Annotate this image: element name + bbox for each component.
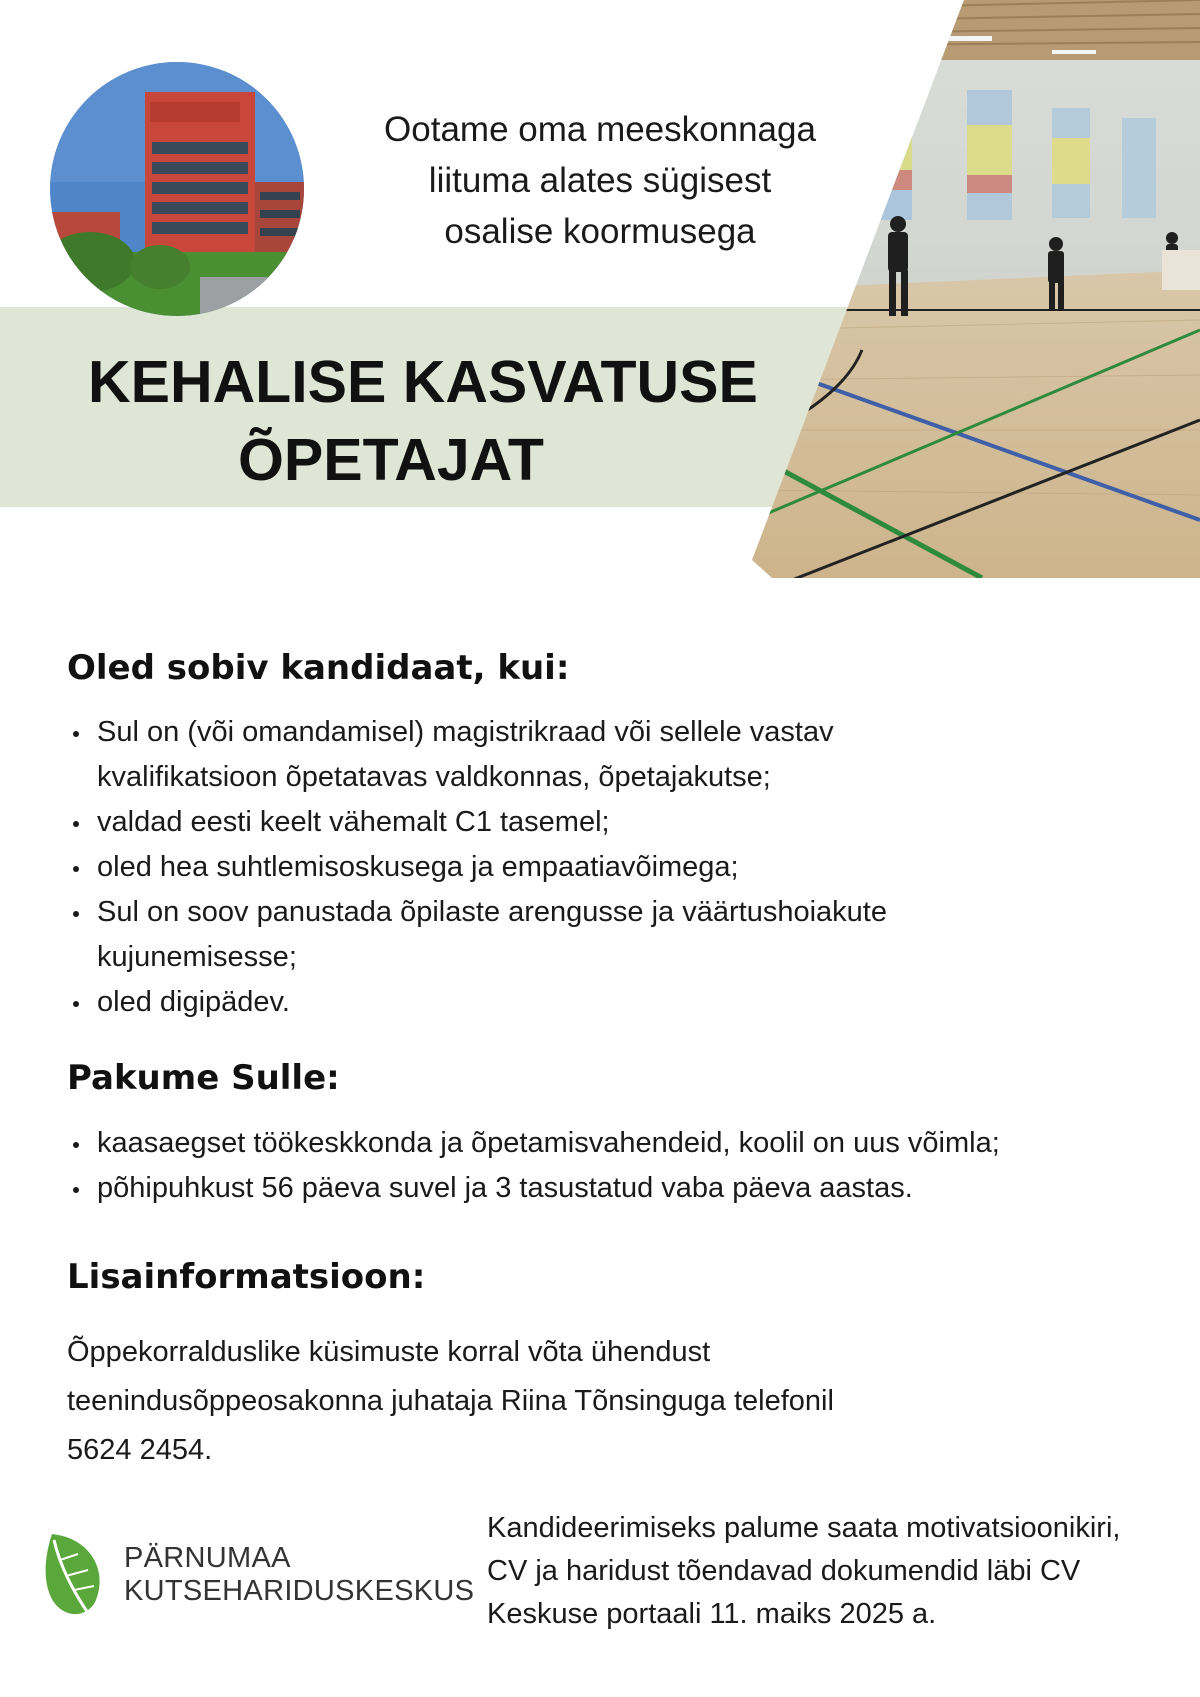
info-line: 5624 2454. — [67, 1434, 213, 1466]
list-item-line: kujunemisesse; — [97, 941, 297, 973]
apply-line: Keskuse portaali 11. maiks 2025 a. — [487, 1598, 937, 1630]
intro-line: liituma alates sügisest — [428, 161, 772, 200]
list-item-line: valdad eesti keelt vähemalt C1 tasemel; — [97, 806, 610, 838]
list-item: kaasaegset töökeskkonda ja õpetamisvahendeid, koolil on uus võimla; — [67, 1121, 1177, 1166]
apply-line: CV ja haridust tõendavad dokumendid läbi CV — [487, 1555, 1081, 1587]
list-item — [67, 845, 1167, 890]
info-line: teenindusõppeosakonna juhataja Riina Tõnsinguga telefonil — [67, 1385, 834, 1417]
job-title-line1: KEHALISE KASVATUSE — [88, 349, 758, 415]
list-item — [67, 710, 1167, 800]
offer-heading: Pakume Sulle: — [67, 1058, 340, 1098]
intro-text — [330, 104, 870, 257]
list-item — [67, 800, 1167, 845]
list-item: põhipuhkust 56 päeva suvel ja 3 tasustatud vaba päeva aastas. — [67, 1166, 1177, 1211]
logo-text — [124, 1542, 474, 1608]
application-info — [487, 1507, 1187, 1636]
intro-line: osalise koormusega — [444, 212, 756, 251]
building-photo — [50, 62, 304, 316]
apply-line: Kandideerimiseks palume saata motivatsioonikiri, — [487, 1512, 1121, 1544]
requirements-heading: Oled sobiv kandidaat, kui: — [67, 648, 570, 688]
gym-photo — [752, 0, 1200, 578]
list-item-line: oled digipädev. — [97, 986, 290, 1018]
list-item — [67, 890, 1167, 980]
list-item-line: Sul on soov panustada õpilaste arengusse ja väärtushoiakute — [97, 896, 887, 928]
requirements-list — [67, 710, 1167, 1025]
list-item-line: kvalifikatsioon õpetatavas valdkonnas, õpetajakutse; — [97, 761, 771, 793]
leaf-icon — [38, 1530, 110, 1618]
school-logo — [38, 1530, 475, 1630]
info-text — [67, 1328, 967, 1475]
logo-line1: PÄRNUMAA — [124, 1542, 291, 1574]
intro-line: Ootame oma meeskonnaga — [384, 110, 816, 149]
logo-line2: KUTSEHARIDUSKESKUS — [124, 1575, 475, 1607]
job-title-line2: ÕPETAJAT — [238, 427, 544, 493]
offer-list — [67, 1121, 1177, 1211]
list-item-line: oled hea suhtlemisoskusega ja empaatiavõimega; — [97, 851, 739, 883]
info-line: Õppekorralduslike küsimuste korral võta ühendust — [67, 1336, 711, 1368]
info-heading: Lisainformatsioon: — [67, 1257, 426, 1297]
list-item — [67, 980, 1167, 1025]
list-item-line: Sul on (või omandamisel) magistrikraad või sellele vastav — [97, 716, 834, 748]
